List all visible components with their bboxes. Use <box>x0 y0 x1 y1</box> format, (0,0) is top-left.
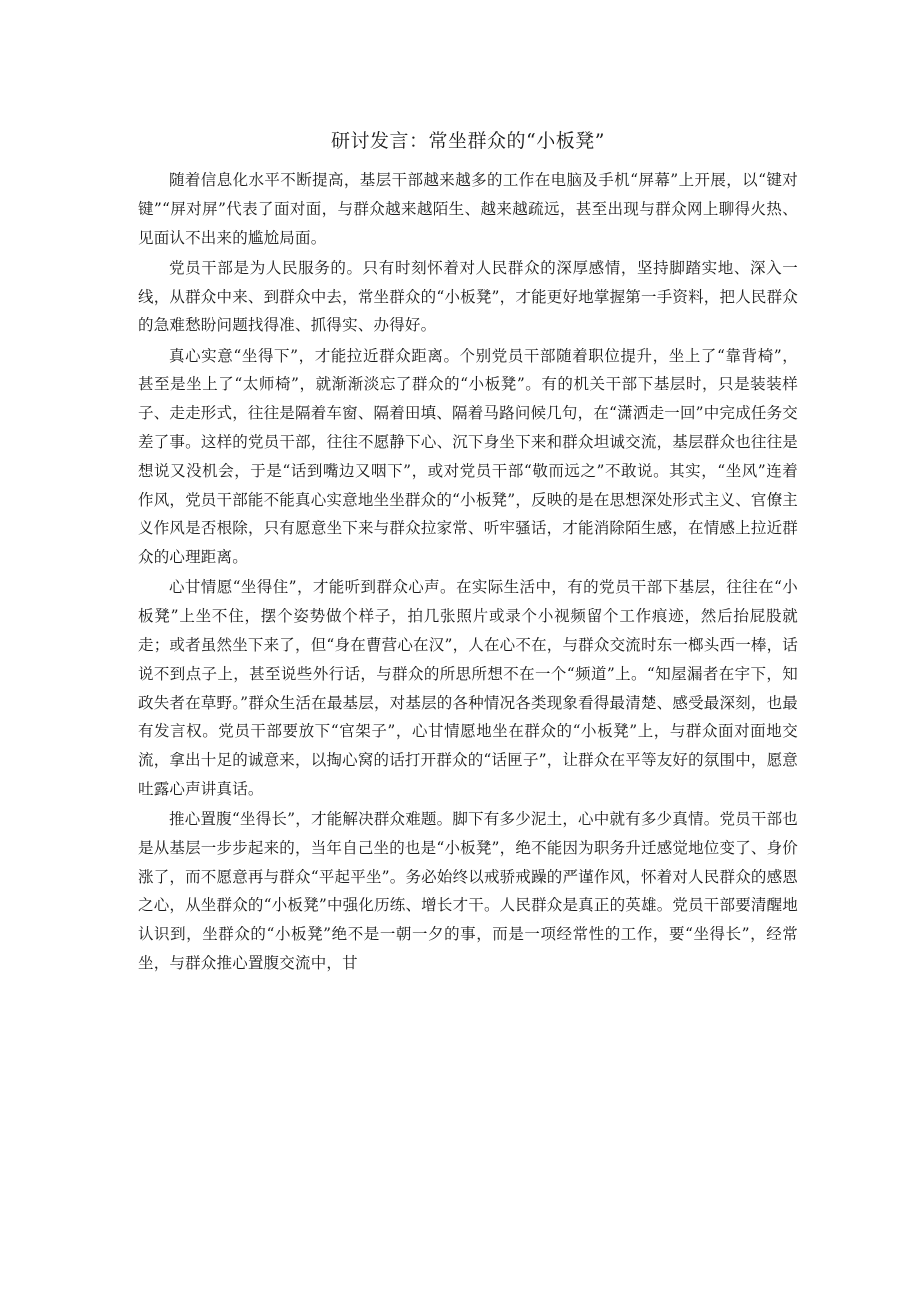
paragraph-sit-long: 推心置腹“坐得长”，才能解决群众难题。脚下有多少泥土，心中就有多少真情。党员干部也是从基层一步步起来的，当年自己坐的也是“小板凳”，绝不能因为职务升迁感觉地位变了、身价涨了，而不愿意再与群众“平起平坐”。务必始终以戒骄戒躁的严谨作风，怀着对人民群众的感恩之心，从坐群众的“小板凳”中强化历练、增长才干。人民群众是真正的英雄。党员干部要清醒地认识到，坐群众的“小板凳”绝不是一朝一夕的事，而是一项经常性的工作，要“坐得长”，经常坐，与群众推心置腹交流中，甘 <box>138 810 798 973</box>
document-page <box>138 118 798 979</box>
paragraph-intro: 随着信息化水平不断提高，基层干部越来越多的工作在电脑及手机“屏幕”上开展，以“键对键”“屏对屏”代表了面对面，与群众越来越陌生、越来越疏远，甚至出现与群众网上聊得火热、见面认不出来的尴尬局面。 <box>138 171 798 247</box>
paragraph-sit-down: 真心实意“坐得下”，才能拉近群众距离。个别党员干部随着职位提升，坐上了“靠背椅”，甚至是坐上了“太师椅”，就渐渐淡忘了群众的“小板凳”。有的机关干部下基层时，只是装装样子、走走形式，往往是隔着车窗、隔着田填、隔着马路问候几句，在“潇洒走一回”中完成任务交差了事。这样的党员干部，往往不愿静下心、沉下身坐下来和群众坦诚交流，基层群众也往往是想说又没机会，于是“话到嘴边又咽下”，或对党员干部“敬而远之”不敢说。其实，“坐风”连着作风，党员干部能不能真心实意地坐坐群众的“小板凳”，反映的是在思想深处形式主义、官僚主义作风是否根除，只有愿意坐下来与群众拉家常、听牢骚话，才能消除陌生感，在情感上拉近群众的心理距离。 <box>138 346 798 567</box>
paragraph-service: 党员干部是为人民服务的。只有时刻怀着对人民群众的深厚感情，坚持脚踏实地、深入一线，从群众中来、到群众中去，常坐群众的“小板凳”，才能更好地掌握第一手资料，把人民群众的急难愁盼问题找得准、抓得实、办得好。 <box>138 258 798 335</box>
document-title: 研讨发言：常坐群众的“小板凳” <box>331 130 605 152</box>
paragraph-sit-still: 心甘情愿“坐得住”，才能听到群众心声。在实际生活中，有的党员干部下基层，往往在“小板凳”上坐不住，摆个姿势做个样子，拍几张照片或录个小视频留个工作痕迹，然后抬屁股就走；或者虽然坐下来了，但“身在曹营心在汉”，人在心不在，与群众交流时东一榔头西一棒，话说不到点子上，甚至说些外行话，与群众的所思所想不在一个“频道”上。“知屋漏者在宇下，知政失者在草野。”群众生活在最基层，对基层的各种情况各类现象看得最清楚、感受最深刻，也最有发言权。党员干部要放下“官架子”，心甘情愿地坐在群众的“小板凳”上，与群众面对面地交流，拿出十足的诚意来，以掏心窝的话打开群众的“话匣子”，让群众在平等友好的氛围中，愿意吐露心声讲真话。 <box>138 578 798 798</box>
